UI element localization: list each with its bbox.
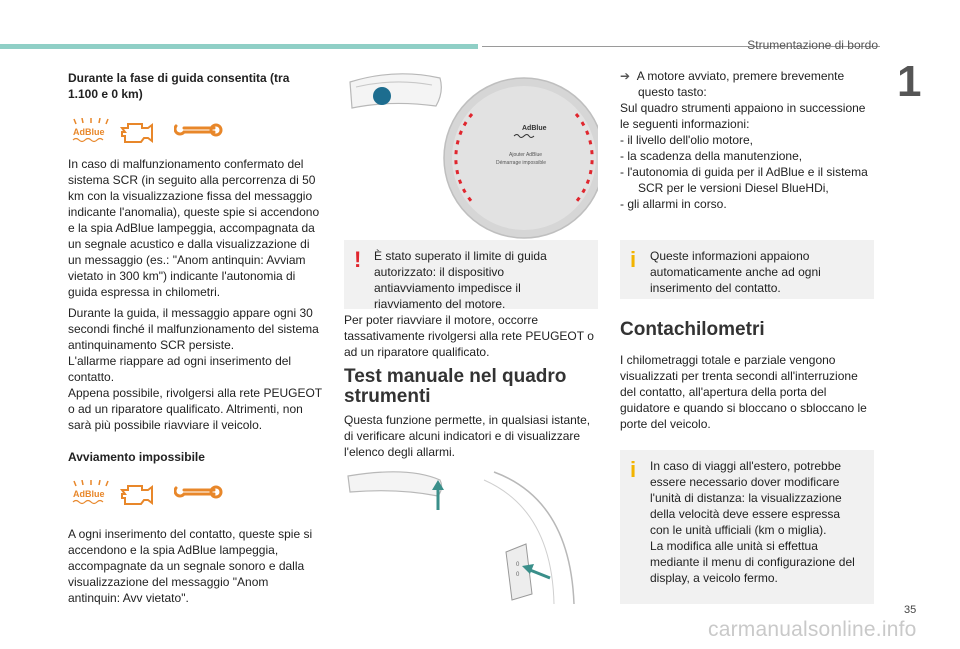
col1-heading1-block (68, 70, 322, 102)
dial-message-line2: Démarrage impossible (496, 160, 547, 166)
info-i-icon: i (630, 457, 637, 482)
col3-para1-block (620, 352, 874, 432)
col1-para1-block (68, 156, 322, 300)
watermark: carmanualsonline.info (708, 618, 917, 641)
col2-heading-block (344, 367, 598, 407)
contact-network-text: Appena possibile, rivolgersi alla rete PEUGEOT o ad un riparatore qualificato. Altrimenti, non sarà più possibile riavviare il veicolo. (68, 386, 322, 432)
engine-check-icon (118, 482, 158, 506)
header-accent-bar (0, 44, 478, 49)
list-intro: Sul quadro strumenti appaiono in successione le seguenti informazioni: (620, 101, 866, 131)
dial-message-line1: Ajouter AdBlue (509, 152, 543, 158)
warning-note (344, 240, 598, 309)
message-interval-text: Durante la guida, il messaggio appare ogni 30 secondi finché il malfunzionamento del sistema antinquinamento SCR persiste. (68, 306, 319, 352)
warning-lamps-row-2 (66, 480, 236, 508)
col2-para2-block (344, 412, 598, 460)
heading-odometer: Contachilometri (620, 319, 765, 340)
col3-list-block (620, 68, 878, 212)
malfunction-paragraph: In caso di malfunzionamento confermato del sistema SCR (in seguito alla percorrenza di 50 km con la visualizzazione fissa del messaggio indicante l'anomalia), queste spie si accendono e la spia AdBlue lampeggia, accompagnata da un segnale acustico e dalla visualizzazione di un messaggio (es.: "Anom antinquin: Avviam vietato in 300 km") indicante l'autonomia di guida espressa in chilometri. (68, 157, 320, 299)
svg-text:0: 0 (516, 562, 520, 568)
wrench-service-icon (174, 122, 224, 142)
svg-text:AdBlue: AdBlue (73, 489, 105, 499)
steering-button-illustration (344, 466, 598, 606)
manual-test-description: Questa funzione permette, in qualsiasi istante, di verificare alcuni indicatori e di visualizzare l'elenco degli allarmi. (344, 413, 591, 459)
info-note-2 (620, 450, 874, 604)
instrument-dial-illustration (344, 68, 598, 240)
warning-lamps-row-1 (66, 118, 236, 146)
svg-text:AdBlue: AdBlue (73, 127, 105, 137)
col1-para2-block (68, 305, 322, 433)
col1-heading2-block (68, 449, 322, 465)
dial-adblue-logo: AdBlue (522, 125, 547, 132)
col3-heading-block (620, 320, 874, 340)
svg-text:0: 0 (516, 572, 520, 578)
restart-instructions: Per poter riavviare il motore, occorre tassativamente rivolgersi alla rete PEUGEOT o ad un riparatore qualificato. (344, 313, 594, 359)
info-note-1 (620, 240, 874, 299)
list-item: - la scadenza della manutenzione, (620, 149, 803, 163)
press-button-instruction: ➔ A motore avviato, premere brevemente questo tasto: (620, 69, 845, 99)
list-item: - il livello dell'olio motore, (620, 133, 754, 147)
start-blocked-paragraph: A ogni inserimento del contatto, queste spie si accendono e la spia AdBlue lampeggia, accompagnate da un segnale sonoro e dalla visualizzazione del messaggio "Anom antinquin: Avv vietato". (68, 527, 313, 605)
heading-start-impossible: Avviamento impossibile (68, 450, 205, 464)
info-i-icon: i (630, 247, 637, 272)
info-note-1-text: Queste informazioni appaiono automaticamente anche ad ogni inserimento del contatto. (650, 249, 821, 295)
alarm-reappears-text: L'allarme riappare ad ogni inserimento del contatto. (68, 354, 292, 384)
warning-note-text: È stato superato il limite di guida autorizzato: il dispositivo antiavviamento impedisce il riavviamento del motore. (374, 249, 547, 311)
chapter-number: 1 (897, 57, 922, 106)
col1-para3-block (68, 526, 322, 606)
arrow-bullet-icon: ➔ (620, 69, 637, 83)
heading-driving-phase: Durante la fase di guida consentita (tra 1.100 e 0 km) (68, 71, 290, 101)
col2-para1-block (344, 312, 598, 360)
warning-exclamation-icon: ! (354, 247, 362, 272)
odometer-description: I chilometraggi totale e parziale vengono visualizzati per trenta secondi all'interruzione del contatto, all'apertura della porta del guidatore e quando si bloccano o sbloccano le porte del veicolo. (620, 353, 867, 431)
list-item: - gli allarmi in corso. (620, 197, 727, 211)
abroad-unit-text: In caso di viaggi all'estero, potrebbe essere necessario dover modificare l'unità di distanza: la visualizzazione della velocità deve essere espressa con le unità ufficiali (km o miglia). (650, 459, 842, 537)
section-title: Strumentazione di bordo (747, 38, 878, 52)
unit-change-text: La modifica alle unità si effettua mediante il menu di configurazione del display, a veicolo fermo. (650, 539, 855, 585)
wrench-service-icon (174, 484, 224, 504)
adblue-lamp-icon (66, 118, 116, 144)
list-item: - l'autonomia di guida per il AdBlue e il sistema SCR per le versioni Diesel BlueHDi, (620, 165, 868, 195)
heading-manual-test: Test manuale nel quadro strumenti (344, 366, 567, 407)
page-number: 35 (904, 604, 917, 616)
engine-check-icon (118, 120, 158, 144)
info-list (620, 132, 878, 212)
adblue-lamp-icon (66, 480, 116, 506)
